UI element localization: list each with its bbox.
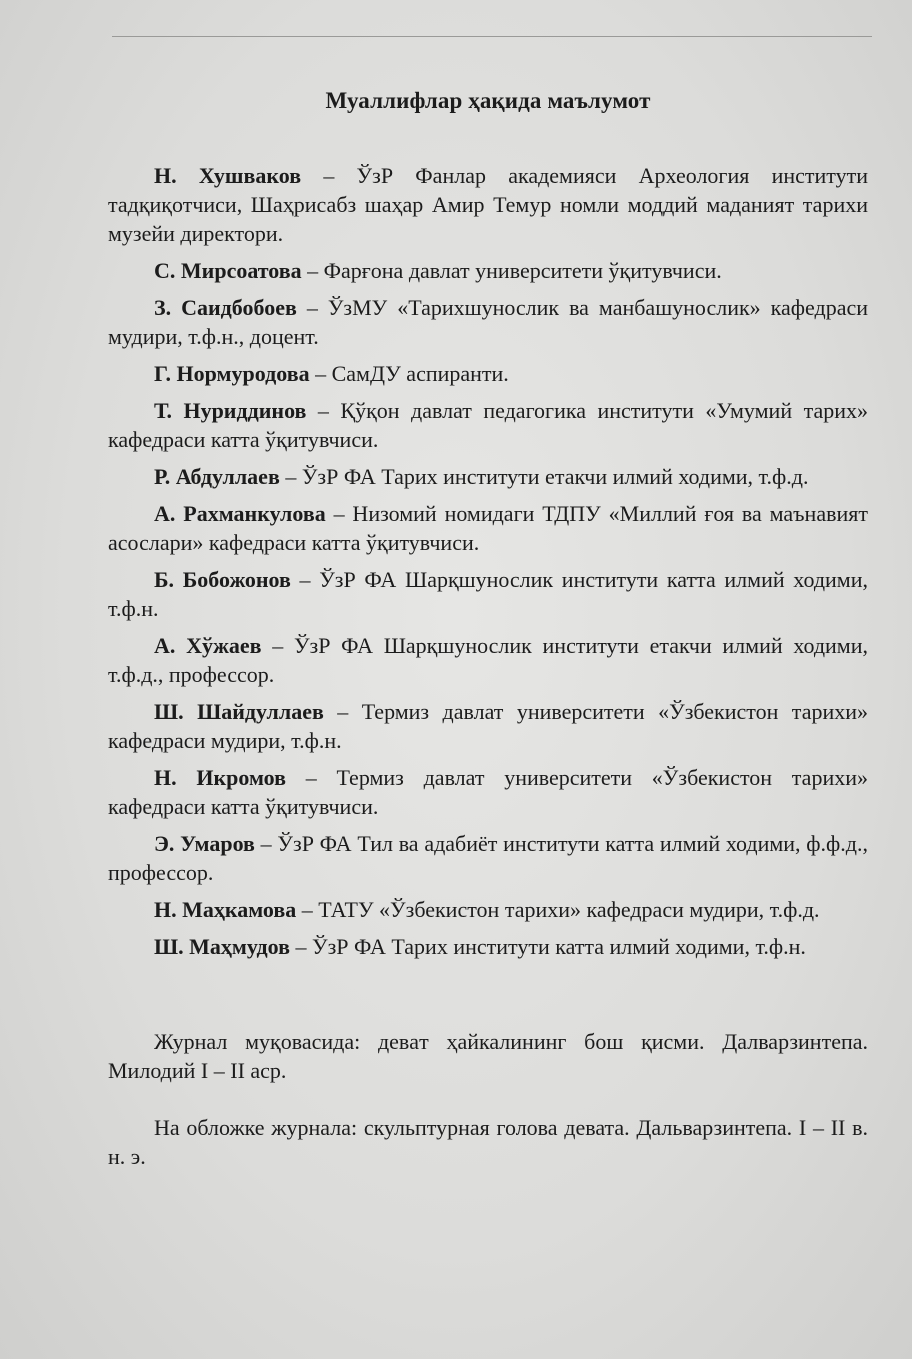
author-description: – Низомий номидаги ТДПУ «Миллий ғоя ва маънавият асослари» кафедраси катта ўқитувчиси. xyxy=(108,501,868,555)
cover-note-uzbek: Журнал муқовасида: девaт ҳайкалининг бош қисми. Далварзинтепа. Милодий I – II аср. xyxy=(108,1029,868,1083)
author-name: Р. Абдуллаев xyxy=(154,464,280,489)
author-description: – ЎзР ФА Шарқшунослик институти етакчи илмий ходими, т.ф.д., профессор. xyxy=(108,633,869,687)
author-description: – Фарғона давлат университети ўқитувчиси. xyxy=(301,258,722,283)
author-entry xyxy=(108,293,868,351)
author-description: – ЎзР ФА Шарқшунослик институти катта илмий ходими, т.ф.н. xyxy=(108,567,868,621)
author-entry xyxy=(108,161,868,248)
author-entry xyxy=(108,697,868,755)
author-entry xyxy=(108,895,868,924)
author-entry xyxy=(108,565,868,623)
author-list xyxy=(108,161,868,961)
author-description: – Термиз давлат университети «Ўзбекистон тарихи» кафедраси мудири, т.ф.н. xyxy=(108,699,869,753)
author-name: Н. Маҳкамова xyxy=(154,897,297,922)
author-name: А. Рахманкулова xyxy=(154,501,326,526)
author-entry xyxy=(108,631,868,689)
author-entry xyxy=(108,256,868,285)
header-rule xyxy=(112,36,872,37)
author-name: Б. Бобожонов xyxy=(154,567,291,592)
page-content xyxy=(108,88,868,1171)
author-description: – ЎзР ФА Тарих институти етакчи илмий ходими, т.ф.д. xyxy=(279,464,809,489)
author-description: – СамДУ аспиранти. xyxy=(309,361,509,386)
author-name: Г. Нормуродова xyxy=(154,361,310,386)
author-name: С. Мирсоатова xyxy=(154,258,302,283)
author-entry xyxy=(108,359,868,388)
author-entry xyxy=(108,932,868,961)
author-entry xyxy=(108,462,868,491)
author-description: – ЎзР Фанлар академияси Археология институти тадқиқотчиси, Шаҳрисабз шаҳар Амир Темур номли моддий маданият тарихи музейи директори. xyxy=(108,163,868,246)
author-entry xyxy=(108,499,868,557)
author-name: Т. Нуриддинов xyxy=(154,398,307,423)
author-name: Н. Икромов xyxy=(154,765,286,790)
author-description: – ТАТУ «Ўзбекистон тарихи» кафедраси мудири, т.ф.д. xyxy=(296,897,820,922)
author-description: – Қўқон давлат педагогика институти «Умумий тарих» кафедраси катта ўқитувчиси. xyxy=(108,398,869,452)
author-description: – Термиз давлат университети «Ўзбекистон тарихи» кафедраси катта ўқитувчиси. xyxy=(108,765,868,819)
author-entry xyxy=(108,396,868,454)
author-name: Н. Хушваков xyxy=(154,163,302,188)
author-description: – ЎзР ФА Тил ва адабиёт институти катта илмий ходими, ф.ф.д., профессор. xyxy=(108,831,868,885)
author-name: Э. Умаров xyxy=(154,831,255,856)
author-name: Ш. Шайдуллаев xyxy=(154,699,324,724)
page-title: Муаллифлар ҳақида маълумот xyxy=(325,88,651,113)
author-entry xyxy=(108,829,868,887)
author-description: – ЎзМУ «Тарихшунослик ва манбашунослик» кафедраси мудири, т.ф.н., доцент. xyxy=(108,295,868,349)
author-name: З. Саидбобоев xyxy=(154,295,297,320)
author-description: – ЎзР ФА Тарих институти катта илмий ходими, т.ф.н. xyxy=(290,934,806,959)
author-name: Ш. Маҳмудов xyxy=(154,934,290,959)
author-name: А. Хўжаев xyxy=(154,633,262,658)
cover-note-russian: На обложке журнала: скульптурная голова девата. Дальварзинтепа. I – II в. н. э. xyxy=(108,1115,868,1169)
author-entry xyxy=(108,763,868,821)
